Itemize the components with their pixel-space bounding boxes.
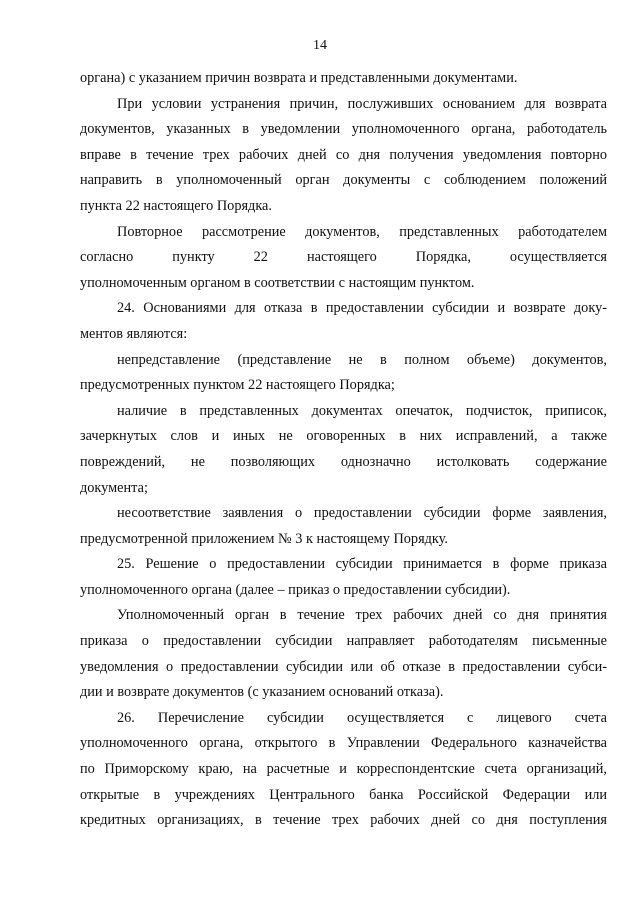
text-line: 25. Решение о предоставлении субсидии принимается в форме приказа xyxy=(117,556,607,573)
text-line: по Приморскому краю, на расчетные и корреспондентские счета организаций, xyxy=(80,761,607,778)
text-line: При условии устранения причин, послуживших основанием для возврата xyxy=(117,95,607,112)
text-line: уполномоченным органом в соответствии с настоящим пунктом. xyxy=(80,274,475,291)
text-line: кредитных организациях, в течение трех рабочих дней со дня поступления xyxy=(80,812,607,829)
text-line: вправе в течение трех рабочих дней со дня получения уведомления повторно xyxy=(80,146,607,163)
document-body xyxy=(80,66,607,834)
text-line: наличие в представленных документах опечаток, подчисток, приписок, xyxy=(117,402,607,419)
text-line: направить в уполномоченный орган документы с соблюдением положений xyxy=(80,172,607,189)
page-number: 14 xyxy=(313,38,327,53)
text-line: Уполномоченный орган в течение трех рабочих дней со дня принятия xyxy=(117,607,607,624)
text-line: 24. Основаниями для отказа в предоставлении субсидии и возврате доку- xyxy=(117,300,607,317)
text-line: ментов являются: xyxy=(80,325,188,342)
text-line: повреждений, не позволяющих однозначно истолковать содержание xyxy=(80,453,607,470)
text-line: открытые в учреждениях Центрального банка Российской Федерации или xyxy=(80,786,607,803)
text-line: уведомления о предоставлении субсидии или об отказе в предоставлении субси- xyxy=(80,658,607,675)
text-line: предусмотренной приложением № 3 к настоящему Порядку. xyxy=(80,530,448,547)
text-line: 26. Перечисление субсидии осуществляется с лицевого счета xyxy=(117,709,607,726)
text-line: уполномоченного органа (далее – приказ о предоставлении субсидии). xyxy=(80,581,511,598)
text-line: согласно пункту 22 настоящего Порядка, осуществляется xyxy=(80,249,607,266)
text-line: зачеркнутых слов и иных не оговоренных в них исправлений, а также xyxy=(80,428,607,445)
text-line: органа) с указанием причин возврата и представленными документами. xyxy=(80,70,518,86)
text-line: приказа о предоставлении субсидии направляет работодателям письменные xyxy=(80,633,607,650)
text-line: предусмотренных пунктом 22 настоящего Порядка; xyxy=(80,377,395,394)
text-line: документа; xyxy=(80,479,148,496)
text-line: дии и возврате документов (с указанием оснований отказа). xyxy=(80,684,444,701)
text-line: непредставление (представление не в полном объеме) документов, xyxy=(117,351,607,368)
text-line: Повторное рассмотрение документов, представленных работодателем xyxy=(117,223,607,240)
text-line: уполномоченного органа, открытого в Управлении Федерального казначейства xyxy=(80,735,607,752)
text-line: документов, указанных в уведомлении уполномоченного органа, работодатель xyxy=(80,121,607,138)
text-line: пункта 22 настоящего Порядка. xyxy=(80,197,272,214)
text-line: несоответствие заявления о предоставлении субсидии форме заявления, xyxy=(117,505,607,522)
